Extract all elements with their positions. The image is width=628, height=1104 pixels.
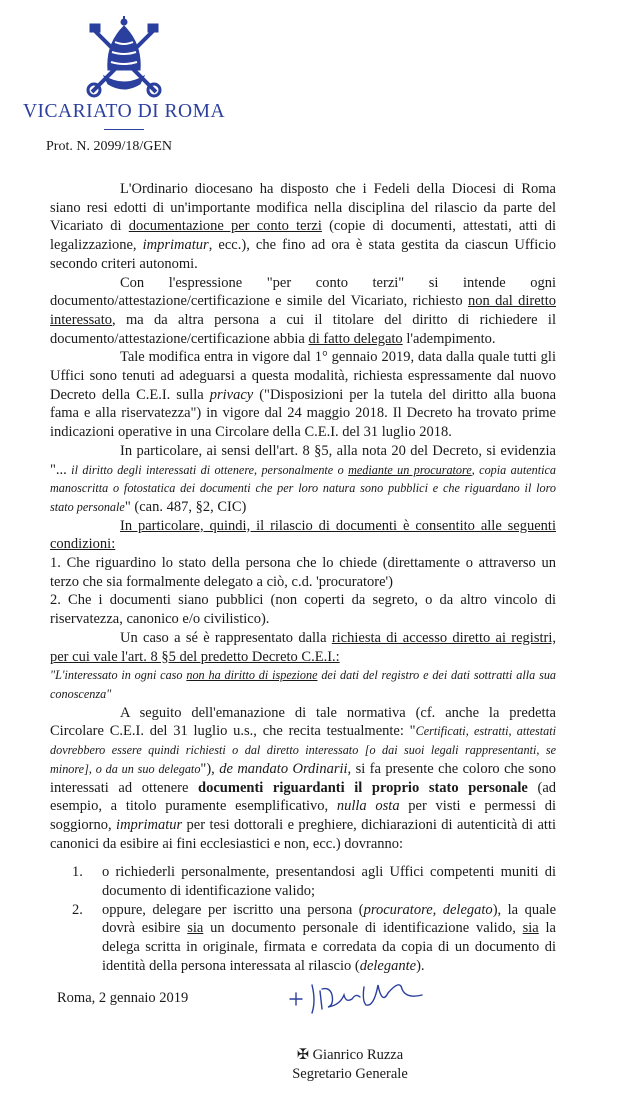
protocol-number: Prot. N. 2099/18/GEN	[46, 139, 172, 154]
paragraph-quote: "L'interessato in ogni caso non ha diritto di ispezione dei dati del registro e dei dati sottratti alla sua conoscenza"	[50, 668, 557, 701]
paragraph-4: In particolare, ai sensi dell'art. 8 §5, alla nota 20 del Decreto, si evidenzia "... il diritto degli interessati di ottenere, personalmente o mediante un procuratore, copia autentica manoscritta o fotostatica dei documenti che per loro natura sono pubblici e che riguardano il loro stato personale" (can. 487, §2, CIC)	[50, 442, 556, 515]
paragraph-1: L'Ordinario diocesano ha disposto che i Fedeli della Diocesi di Roma siano resi edotti di un'importante modifica nella disciplina del rilascio da parte del Vicariato di documentazione per conto terzi (copie di documenti, attestati, atti di legalizzazione, imprimatur, ecc.), che fino ad ora è stata gestita da ciascun Ufficio secondo criteri autonomi.	[50, 181, 556, 272]
paragraph-2: Con l'espressione "per conto terzi" si intende ogni documento/attestazione/certificazione e simile del Vicariato, richiesto non dal diretto interessato, ma da altra persona a cui il titolare del diritto di richiedere il documento/attestazione/certificazione abbia di fatto delegato l'adempimento.	[50, 274, 556, 347]
paragraph-registry: Un caso a sé è rappresentato dalla richiesta di accesso diretto ai registri, per cui vale l'art. 8 §5 del predetto Decreto C.E.I.:	[50, 629, 556, 665]
signer-title: Segretario Generale	[292, 1065, 408, 1082]
letterhead	[0, 0, 628, 154]
papal-crest-icon	[84, 14, 164, 98]
organization-name: VICARIATO DI ROMA	[22, 101, 226, 122]
list-item: 2. oppure, delegare per iscritto una persona (procuratore, delegato), la quale dovrà esibire sia un documento personale di identificazione valido, sia la delega scritta in originale, firmata e corredata da copia di un documento di identità della persona interessata al rilascio (delegante).	[72, 901, 556, 974]
signer-block	[270, 1046, 430, 1083]
list-item: 1. o richiederli personalmente, presentandosi agli Uffici competenti muniti di documento di identificazione valido;	[72, 864, 556, 900]
place-and-date: Roma, 2 gennaio 2019	[57, 990, 189, 1006]
paragraph-3: Tale modifica entra in vigore dal 1° gennaio 2019, data dalla quale tutti gli Uffici sono tenuti ad adeguarsi a questa modalità, richiesta espressamente dal nuovo Decreto della C.E.I. sulla privacy ("Disposizioni per la tutela del diritto alla buona fama e alla riservatezza") in vigore dal 24 maggio 2018. Il Decreto ha trovato prime indicazioni operative in una Circolare della C.E.I. del 31 luglio 2018.	[50, 349, 557, 441]
instructions-list	[50, 863, 556, 975]
signer-name: ✠ Gianrico Ruzza	[296, 1047, 404, 1063]
paragraph-conditions-heading: In particolare, quindi, il rilascio di documenti è consentito alle seguenti condizioni:	[50, 517, 556, 553]
condition-1: 1. Che riguardino lo stato della persona che lo chiede (direttamente o attraverso un terzo che sia formalmente delegato a ciò, c.d. 'procuratore')	[50, 555, 556, 590]
signature-icon	[282, 965, 432, 1025]
header-divider	[104, 129, 144, 130]
condition-2: 2. Che i documenti siano pubblici (non coperti da segreto, o da altro vincolo di riservatezza, canonico e/o civilistico).	[50, 592, 556, 628]
letter-body	[50, 180, 556, 976]
paragraph-normativa: A seguito dell'emanazione di tale normativa (cf. anche la predetta Circolare C.E.I. del 31 luglio u.s., che recita testualmente: "Certificati, estratti, attestati dovrebbero essere quindi richiesti o dal diretto interessato [o dai suoi legali rappresentanti, se minore], o da un suo delegato"), de mandato Ordinarii, si fa presente che coloro che sono interessati ad ottenere documenti riguardanti il proprio stato personale (ad esempio, a titolo puramente esemplificativo, nulla osta per visti e permessi di soggiorno, imprimatur per tesi dottorali e preghiere, dichiarazioni di autenticità di atti canonici da esibire ai fini ecclesiastici e non, ecc.) dovranno:	[50, 704, 557, 852]
